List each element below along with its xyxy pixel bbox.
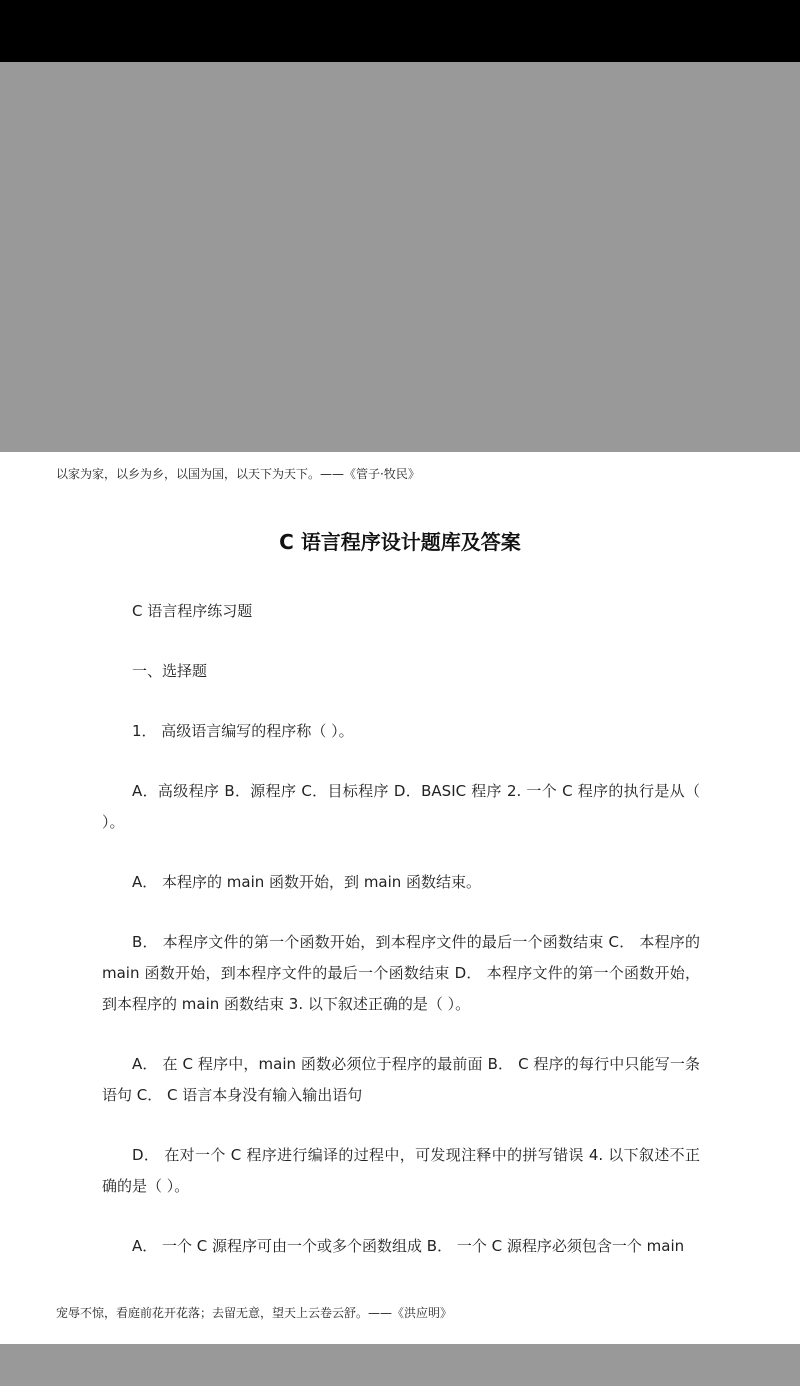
paragraph: 1． 高级语言编写的程序称（ ）。 xyxy=(132,722,354,740)
document-title: C 语言程序设计题库及答案 xyxy=(279,530,521,554)
image-placeholder xyxy=(0,62,800,452)
paragraph: A． 一个 C 源程序可由一个或多个函数组成 B． 一个 C 源程序必须包含一个 main xyxy=(132,1237,685,1255)
paragraph: B． 本程序文件的第一个函数开始，到本程序文件的最后一个函数结束 C． 本程序的 main 函数开始，到本程序文件的最后一个函数结束 D． 本程序文件的第一个函数开始，到本程序的 main 函数结束 3. 以下叙述正确的是（ ）。 xyxy=(102,933,700,1013)
bottom-bar xyxy=(0,1344,800,1386)
paragraph: A． 本程序的 main 函数开始，到 main 函数结束。 xyxy=(132,873,482,891)
paragraph: D． 在对一个 C 程序进行编译的过程中，可发现注释中的拼写错误 4. 以下叙述不正确的是（ ）。 xyxy=(102,1146,700,1195)
paragraph: 一、选择题 xyxy=(132,662,208,680)
header-quote: 以家为家，以乡为乡，以国为国，以天下为天下。——《管子·牧民》 xyxy=(56,467,420,481)
top-bar xyxy=(0,0,800,62)
document-body xyxy=(102,596,700,1291)
paragraph: A．高级程序 B．源程序 C．目标程序 D．BASIC 程序 2. 一个 C 程序的执行是从（ ）。 xyxy=(102,782,700,831)
paragraph: C 语言程序练习题 xyxy=(132,602,253,620)
document-page xyxy=(0,452,800,1344)
footer-quote: 宠辱不惊，看庭前花开花落；去留无意，望天上云卷云舒。——《洪应明》 xyxy=(56,1306,453,1320)
paragraph: A． 在 C 程序中，main 函数必须位于程序的最前面 B． C 程序的每行中只能写一条语句 C． C 语言本身没有输入输出语句 xyxy=(102,1055,700,1104)
